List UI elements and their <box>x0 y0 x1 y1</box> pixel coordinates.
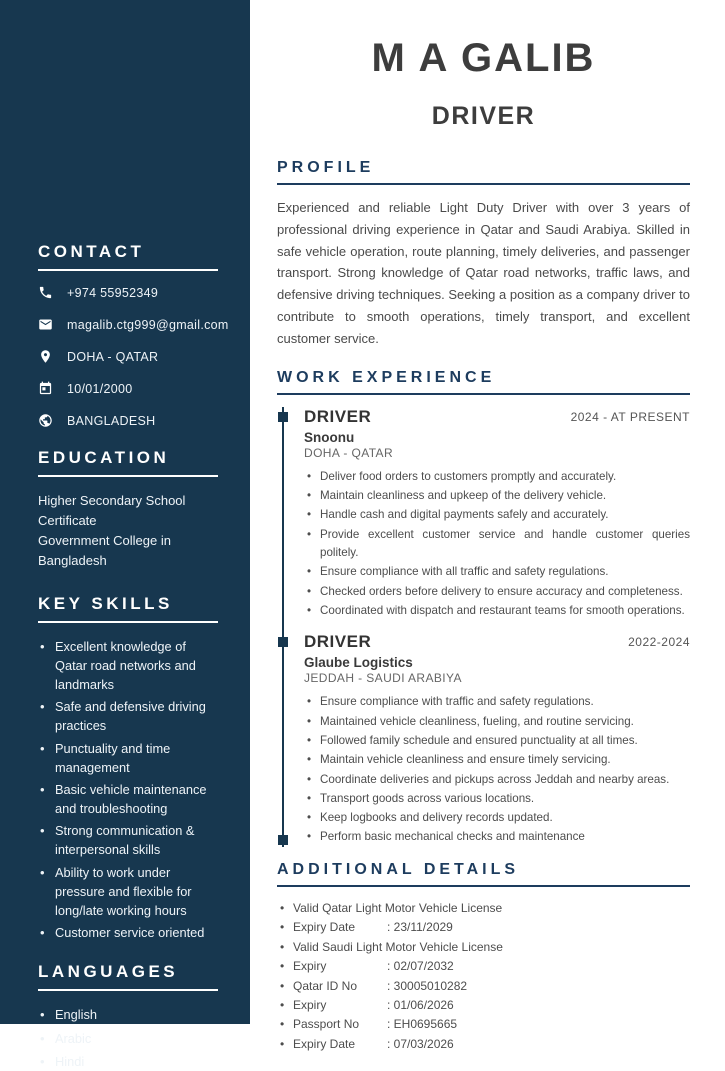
person-name: M A GALIB <box>371 36 596 80</box>
contact-location <box>38 349 218 364</box>
timeline-marker-icon <box>278 412 288 422</box>
language-item: • Hindi <box>38 1052 218 1071</box>
email-icon <box>38 317 53 332</box>
key-skills-section <box>38 594 218 943</box>
education-section <box>38 448 218 572</box>
detail-item <box>277 977 690 996</box>
job-duty: • Ensure compliance with traffic and safety regulations. <box>304 693 690 711</box>
detail-value: : EH0695665 <box>387 1017 458 1032</box>
work-experience-heading: WORK EXPERIENCE <box>277 369 690 395</box>
job-duty: • Ensure compliance with all traffic and safety regulations. <box>304 563 690 581</box>
job-company: Glaube Logistics <box>304 655 413 671</box>
contact-section <box>38 242 229 428</box>
education-line: Higher Secondary School <box>38 493 186 508</box>
contact-birthdate-text: 10/01/2000 <box>67 381 133 396</box>
job-duty: • Checked orders before delivery to ensure accuracy and completeness. <box>304 583 690 601</box>
job-duty: • Deliver food orders to customers promptly and accurately. <box>304 468 690 486</box>
profile-text: Experienced and reliable Light Duty Driver with over 3 years of professional driving experience in Qatar and Saudi Arabiya. Skilled in safe vehicle operation, route planning, timely deliveries, and passenger transport. Strong knowledge of Qatar road networks, traffic laws, and defensive driving techniques. Seeking a position as a company driver to contribute to smooth operations, timely transport, and excellent customer service. <box>277 200 690 346</box>
main-content <box>250 0 725 1051</box>
job-duty: • Maintain vehicle cleanliness and ensure timely servicing. <box>304 751 690 769</box>
detail-label: Expiry <box>293 997 327 1012</box>
additional-details-list <box>277 899 690 1055</box>
skill-item: • Ability to work under pressure and flexible for long/late working hours <box>38 863 218 921</box>
job-entry-glaube-logistics <box>304 632 690 847</box>
education-line: Government College in <box>38 533 171 549</box>
job-title: DRIVER <box>304 406 372 426</box>
contact-birthdate <box>38 381 218 396</box>
contact-phone-text: +974 55952349 <box>67 285 159 300</box>
job-header <box>304 407 690 427</box>
header-block <box>277 36 690 131</box>
job-duty: • Coordinate deliveries and pickups across Jeddah and nearby areas. <box>304 771 690 789</box>
detail-value: : 02/07/2032 <box>387 959 454 974</box>
detail-item <box>277 957 690 976</box>
detail-label: Expiry Date <box>293 1036 356 1051</box>
job-title: DRIVER <box>304 632 372 652</box>
detail-item <box>277 918 690 937</box>
detail-label: Qatar ID No <box>293 978 358 993</box>
detail-value: : 07/03/2026 <box>387 1036 454 1051</box>
contact-list <box>38 285 229 428</box>
calendar-icon <box>38 381 53 396</box>
language-item: • Arabic <box>38 1029 218 1048</box>
timeline-marker-icon <box>278 637 288 647</box>
job-duties-list <box>304 468 690 621</box>
additional-details-heading: ADDITIONAL DETAILS <box>277 861 690 887</box>
contact-email <box>38 317 229 332</box>
profile-heading: PROFILE <box>277 159 690 185</box>
job-duty: • Maintain cleanliness and upkeep of the delivery vehicle. <box>304 487 690 505</box>
sidebar <box>0 0 250 1069</box>
job-location: JEDDAH - SAUDI ARABIYA <box>304 671 462 686</box>
detail-label: Expiry <box>293 959 327 974</box>
education-heading: EDUCATION <box>38 448 218 477</box>
skill-item: • Strong communication & interpersonal skills <box>38 821 218 859</box>
additional-details-section <box>277 861 690 1055</box>
languages-section <box>38 962 218 1071</box>
education-lines <box>38 491 218 572</box>
job-duty: • Transport goods across various locations. <box>304 790 690 808</box>
contact-nationality-text: BANGLADESH <box>67 413 156 428</box>
job-duty: • Provide excellent customer service and handle customer queries politely. <box>304 526 690 563</box>
skill-item: • Customer service oriented <box>38 923 218 942</box>
detail-item <box>277 1035 690 1054</box>
detail-label: Valid Saudi Light Motor Vehicle License <box>293 939 503 954</box>
profile-section <box>277 159 690 350</box>
languages-list <box>38 1005 218 1071</box>
skill-item: • Basic vehicle maintenance and troubleshooting <box>38 780 218 818</box>
job-header <box>304 632 690 652</box>
job-entry-snoonu <box>304 407 690 621</box>
job-period: 2022-2024 <box>628 635 690 650</box>
language-item: • English <box>38 1005 218 1024</box>
key-skills-list <box>38 637 218 943</box>
job-duty: • Perform basic mechanical checks and maintenance <box>304 828 690 846</box>
globe-icon <box>38 413 53 428</box>
experience-timeline <box>282 407 690 847</box>
contact-phone <box>38 285 218 300</box>
contact-nationality <box>38 413 218 428</box>
detail-item <box>277 938 690 957</box>
detail-item <box>277 996 690 1015</box>
skill-item: • Punctuality and time management <box>38 739 218 777</box>
skill-item: • Safe and defensive driving practices <box>38 697 218 735</box>
education-line: Bangladesh <box>38 553 107 569</box>
skill-item: • Excellent knowledge of Qatar road networks and landmarks <box>38 637 218 695</box>
location-icon <box>38 349 53 364</box>
job-duty: • Maintained vehicle cleanliness, fueling, and routine servicing. <box>304 713 690 731</box>
work-experience-section <box>277 369 690 847</box>
detail-value: : 30005010282 <box>387 978 468 993</box>
education-line: Certificate <box>38 513 97 529</box>
person-job-title: DRIVER <box>431 102 536 130</box>
detail-label: Valid Qatar Light Motor Vehicle License <box>293 900 503 915</box>
contact-email-text: magalib.ctg999@gmail.com <box>67 317 229 332</box>
job-duty: • Keep logbooks and delivery records updated. <box>304 809 690 827</box>
languages-heading: LANGUAGES <box>38 962 218 991</box>
job-duty: • Coordinated with dispatch and restaurant teams for smooth operations. <box>304 602 690 620</box>
job-company: Snoonu <box>304 429 355 445</box>
contact-heading: CONTACT <box>38 242 218 271</box>
key-skills-heading: KEY SKILLS <box>38 594 218 623</box>
job-duty: • Handle cash and digital payments safely and accurately. <box>304 506 690 524</box>
detail-value: : 23/11/2029 <box>387 920 453 935</box>
contact-location-text: DOHA - QATAR <box>67 349 159 364</box>
phone-icon <box>38 285 53 300</box>
detail-value: : 01/06/2026 <box>387 997 454 1012</box>
detail-label: Expiry Date <box>293 920 356 935</box>
job-duties-list <box>304 693 690 847</box>
detail-item <box>277 1015 690 1034</box>
job-duty: • Followed family schedule and ensured punctuality at all times. <box>304 732 690 750</box>
detail-item <box>277 899 690 918</box>
job-location: DOHA - QATAR <box>304 445 394 460</box>
job-period: 2024 - AT PRESENT <box>570 409 690 424</box>
detail-label: Passport No <box>293 1017 360 1032</box>
